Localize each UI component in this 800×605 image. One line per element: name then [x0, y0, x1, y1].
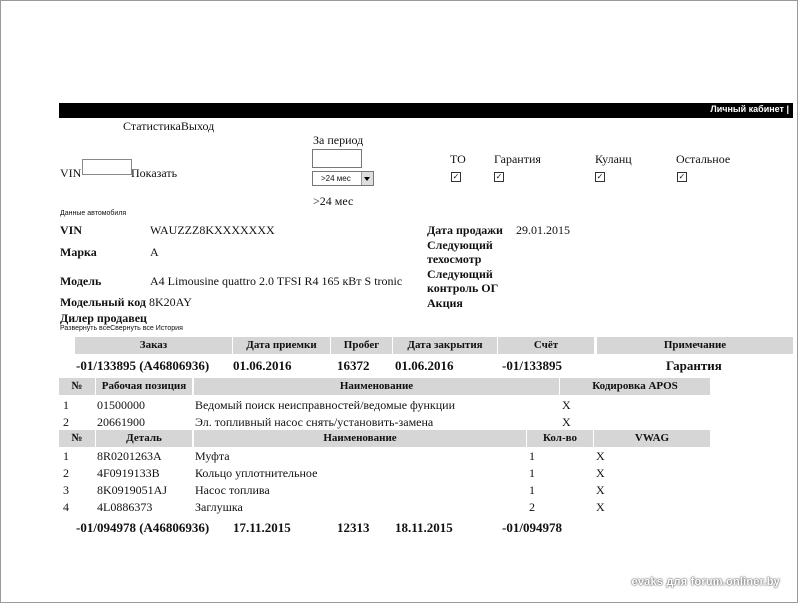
history-link[interactable]: История	[155, 325, 183, 332]
order-note: Гарантия	[666, 358, 722, 373]
period-select-value: >24 мес	[321, 174, 351, 183]
part-num-header: №	[59, 430, 95, 447]
next-service-label-2: техосмотр	[427, 252, 482, 266]
period-label: За период	[313, 133, 364, 147]
part-num: 3	[63, 483, 69, 497]
part-vwag: X	[596, 500, 605, 514]
top-bar	[59, 103, 793, 118]
part-num: 4	[63, 500, 69, 514]
personal-cabinet-link[interactable]: Личный кабинет |	[710, 104, 789, 114]
col-order-header: Заказ	[75, 337, 232, 354]
part-code-header: Деталь	[96, 430, 192, 447]
model-code-value: 8K20AY	[148, 295, 192, 309]
part-code: 8R0201263A	[97, 449, 162, 463]
car-brand-label: Марка	[60, 245, 97, 259]
show-button[interactable]: Показать	[131, 166, 178, 180]
work-name: Ведомый поиск неисправностей/ведомые функции	[195, 398, 456, 412]
work-apos: X	[562, 415, 571, 429]
work-position: 01500000	[97, 398, 145, 412]
order-number[interactable]: -01/133895 (A46806936)	[76, 358, 210, 373]
work-name-header: Наименование	[194, 378, 559, 395]
filter-to-checkbox[interactable]: ✓	[452, 172, 460, 181]
expand-all-link[interactable]: Развернуть все	[60, 325, 111, 332]
filter-other-checkbox[interactable]: ✓	[678, 172, 686, 181]
order-mileage: 12313	[337, 520, 370, 535]
part-num: 2	[63, 466, 69, 480]
part-qty: 2	[529, 500, 535, 514]
work-num: 2	[63, 415, 69, 429]
vin-search-label: VIN	[60, 166, 82, 180]
chevron-down-icon	[361, 172, 373, 185]
watermark: evaks для forum.onliner.by	[631, 576, 780, 588]
work-position-header: Рабочая позиция	[96, 378, 192, 395]
work-num: 1	[63, 398, 69, 412]
logout-link[interactable]: Выход	[180, 119, 215, 133]
order-number[interactable]: -01/094978 (A46806936)	[76, 520, 210, 535]
part-vwag-header: VWAG	[594, 430, 710, 447]
order-date-close: 01.06.2016	[395, 358, 454, 373]
order-invoice: -01/094978	[502, 520, 562, 535]
filter-other-label: Остальное	[676, 152, 731, 166]
part-num: 1	[63, 449, 69, 463]
sale-date-value: 29.01.2015	[516, 223, 570, 237]
period-input[interactable]	[312, 149, 362, 168]
filter-kulanz-checkbox[interactable]: ✓	[596, 172, 604, 181]
part-qty: 1	[529, 449, 535, 463]
car-model-code	[60, 295, 192, 310]
part-vwag: X	[596, 449, 605, 463]
part-code: 4F0919133B	[97, 466, 160, 480]
order-mileage: 16372	[337, 358, 370, 373]
part-code: 4L0886373	[97, 500, 153, 514]
next-og-label-1: Следующий	[427, 267, 493, 281]
sale-date-label: Дата продажи	[427, 223, 503, 237]
order-date-in: 17.11.2015	[233, 520, 291, 535]
action-label: Акция	[427, 296, 463, 310]
links-row	[60, 325, 183, 332]
filter-warranty-checkbox[interactable]: ✓	[495, 172, 503, 181]
part-qty-header: Кол-во	[527, 430, 593, 447]
part-name: Муфта	[195, 449, 230, 463]
part-qty: 1	[529, 483, 535, 497]
order-invoice: -01/133895	[502, 358, 562, 373]
col-date-close-header: Дата закрытия	[393, 337, 497, 354]
car-model-value: A4 Limousine quattro 2.0 TFSI R4 165 кВт S tronic	[150, 274, 403, 288]
part-name: Насос топлива	[195, 483, 270, 497]
car-vin-label: VIN	[60, 223, 83, 237]
model-code-label: Модельный код	[60, 295, 146, 309]
car-vin-value: WAUZZZ8KXXXXXXX	[150, 223, 275, 237]
part-qty: 1	[529, 466, 535, 480]
next-og-label-2: контроль ОГ	[427, 281, 499, 295]
order-date-in: 01.06.2016	[233, 358, 292, 373]
filter-kulanz-label: Куланц	[595, 152, 632, 166]
part-name: Кольцо уплотнительное	[195, 466, 318, 480]
col-mileage-header: Пробег	[331, 337, 392, 354]
part-vwag: X	[596, 483, 605, 497]
col-note-header: Примечание	[597, 337, 793, 354]
work-position: 20661900	[97, 415, 145, 429]
next-service-label-1: Следующий	[427, 238, 493, 252]
car-model-label: Модель	[60, 274, 102, 288]
col-date-in-header: Дата приемки	[233, 337, 330, 354]
work-apos: X	[562, 398, 571, 412]
part-name: Заглушка	[195, 500, 243, 514]
col-invoice-header: Счёт	[498, 337, 594, 354]
collapse-all-link[interactable]: Свернуть все	[110, 325, 154, 332]
statistics-link[interactable]: Статистика	[123, 119, 181, 133]
period-text: >24 мес	[313, 194, 354, 208]
work-num-header: №	[59, 378, 95, 395]
period-select[interactable]	[312, 171, 374, 186]
nav-links	[123, 119, 214, 134]
filter-to-label: ТО	[450, 152, 466, 166]
dealer-label: Дилер продавец	[60, 311, 147, 325]
part-vwag: X	[596, 466, 605, 480]
vin-input[interactable]	[82, 159, 132, 175]
order-date-close: 18.11.2015	[395, 520, 453, 535]
work-name: Эл. топливный насос снять/установить-замена	[195, 415, 434, 429]
filter-warranty-label: Гарантия	[494, 152, 541, 166]
part-name-header: Наименование	[194, 430, 526, 447]
part-code: 8K0919051AJ	[97, 483, 168, 497]
work-apos-header: Кодировка APOS	[560, 378, 710, 395]
car-brand-value: A	[150, 245, 159, 259]
car-data-section-label: Данные автомобиля	[60, 210, 127, 217]
